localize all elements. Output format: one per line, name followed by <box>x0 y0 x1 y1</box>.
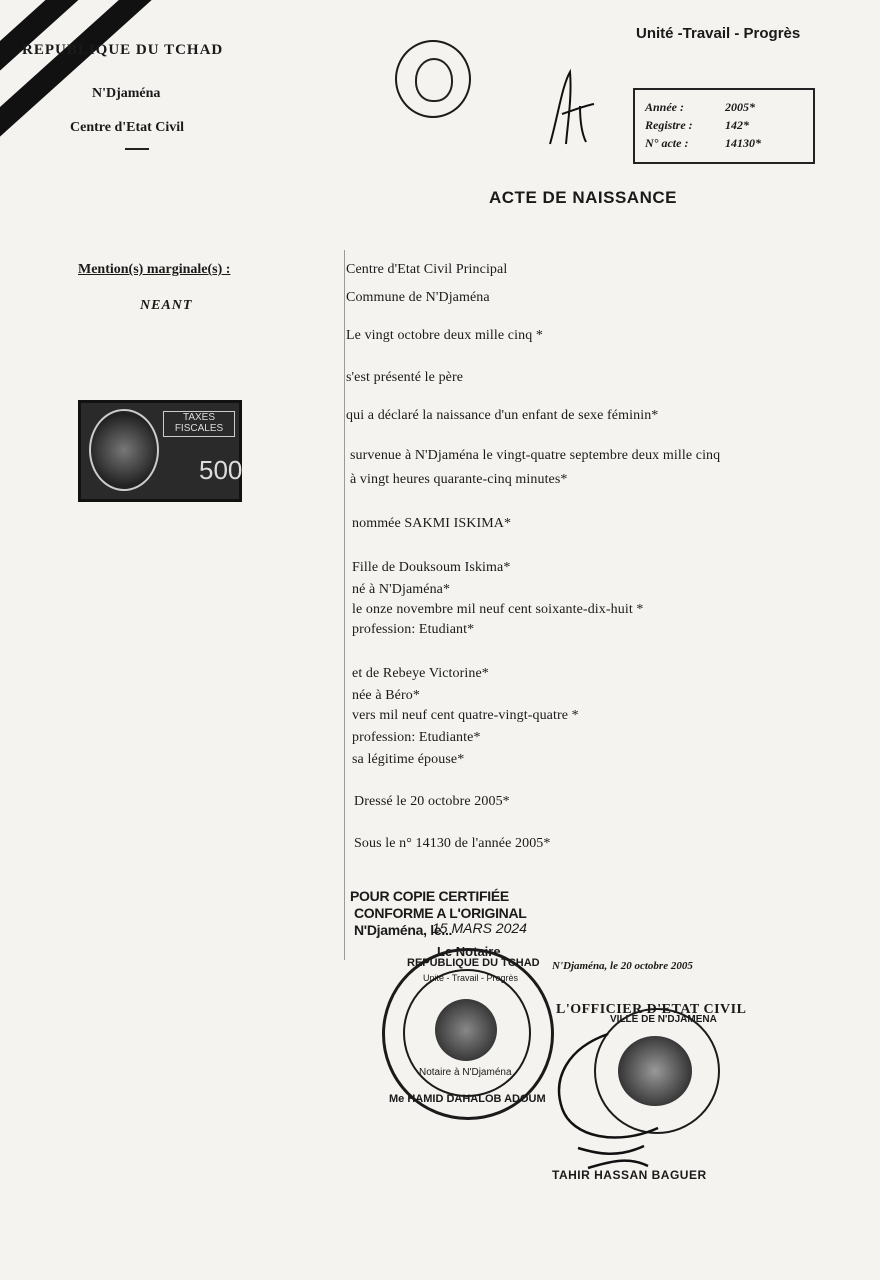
mother-name: et de Rebeye Victorine* <box>352 666 489 681</box>
officer-signature-icon <box>548 1028 698 1178</box>
notary-seal <box>382 948 554 1120</box>
certification-line-1: POUR COPIE CERTIFIÉE <box>350 888 509 904</box>
father-birthplace: né à N'Djaména* <box>352 582 451 597</box>
notary-seal-name: Me HAMID DAHALOB ADOUM <box>389 1093 546 1105</box>
notary-seal-motto: Unité - Travail - Progrès <box>423 973 519 983</box>
notary-label: Le Notaire <box>437 944 501 959</box>
marginal-mentions-heading: Mention(s) marginale(s) : <box>78 262 231 277</box>
register-row: Registre : 142* <box>645 118 749 132</box>
signature-place-date: N'Djaména, le 20 octobre 2005 <box>552 960 693 972</box>
fiscal-stamp <box>78 400 242 502</box>
mother-birthplace: née à Béro* <box>352 688 420 703</box>
birth-place-line: survenue à N'Djaména le vingt-quatre septembre deux mille cinq <box>350 448 721 463</box>
notary-seal-inner: Notaire à N'Djaména <box>419 1067 512 1078</box>
father-profession: profession: Etudiant* <box>352 622 475 637</box>
city-seal-text: VILLE DE N'DJAMENA <box>610 1014 717 1025</box>
declared-line: qui a déclaré la naissance d'un enfant de sexe féminin* <box>346 408 659 423</box>
republic-seal-icon <box>395 40 471 118</box>
initials-signature-icon <box>540 66 600 148</box>
father-birthdate: le onze novembre mil neuf cent soixante-dix-huit * <box>352 602 644 617</box>
notary-seal-top: REPUBLIQUE DU TCHAD <box>407 957 540 969</box>
act-number: Sous le n° 14130 de l'année 2005* <box>354 836 551 851</box>
emblem-icon <box>89 409 159 491</box>
stamp-label: TAXES FISCALES <box>163 411 235 437</box>
republic-header: REPUBLIQUE DU TCHAD <box>22 42 224 58</box>
declaration-date: Le vingt octobre deux mille cinq * <box>346 328 544 343</box>
mother-status: sa légitime épouse* <box>352 752 465 767</box>
divider <box>125 148 149 150</box>
office-header: Centre d'Etat Civil <box>70 120 185 135</box>
portrait-icon <box>435 999 497 1061</box>
document-title: ACTE DE NAISSANCE <box>489 188 677 207</box>
column-divider <box>344 250 345 960</box>
mother-profession: profession: Etudiante* <box>352 730 481 745</box>
marginal-mentions-value: NEANT <box>140 298 193 313</box>
national-motto: Unité -Travail - Progrès <box>636 25 801 42</box>
officer-title: L'OFFICIER D'ETAT CIVIL <box>556 1002 747 1017</box>
father-name: Fille de Douksoum Iskima* <box>352 560 511 575</box>
drawn-up-date: Dressé le 20 octobre 2005* <box>354 794 510 809</box>
register-box <box>633 88 815 164</box>
civil-center: Centre d'Etat Civil Principal <box>346 262 508 277</box>
certification-line-2: CONFORME A L'ORIGINAL <box>354 905 527 921</box>
presented-line: s'est présenté le père <box>346 370 464 385</box>
officer-name: TAHIR HASSAN BAGUER <box>552 1168 707 1182</box>
child-name: nommée SAKMI ISKIMA* <box>352 516 512 531</box>
certification-date: 15 MARS 2024 <box>432 920 527 936</box>
commune: Commune de N'Djaména <box>346 290 490 305</box>
register-row: N° acte : 14130* <box>645 136 761 150</box>
stamp-value: 500 <box>199 455 243 485</box>
certification-line-3: N'Djaména, le... <box>354 922 453 938</box>
register-row: Année : 2005* <box>645 100 755 114</box>
birth-time-line: à vingt heures quarante-cinq minutes* <box>350 472 568 487</box>
city-header: N'Djaména <box>92 86 161 101</box>
mother-birthdate: vers mil neuf cent quatre-vingt-quatre * <box>352 708 579 723</box>
